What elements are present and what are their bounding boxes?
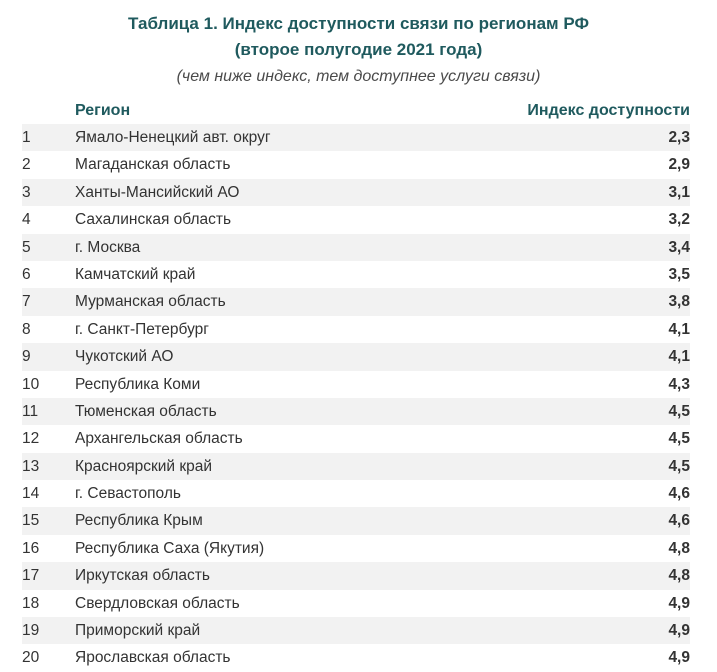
row-index-value: 3,2 <box>668 211 690 229</box>
row-region: Сахалинская область <box>75 211 232 229</box>
row-region: г. Москва <box>75 238 141 256</box>
table-row <box>22 425 690 452</box>
row-index-value: 3,1 <box>668 183 690 201</box>
row-number: 7 <box>22 293 31 311</box>
table-row <box>22 206 690 233</box>
row-region: Республика Саха (Якутия) <box>75 539 265 557</box>
table-row <box>22 288 690 315</box>
row-index-value: 3,4 <box>668 238 690 256</box>
table-body <box>22 124 690 672</box>
row-index-value: 4,6 <box>668 485 690 503</box>
row-region: Мурманская область <box>75 293 226 311</box>
table-row <box>22 179 690 206</box>
table-row <box>22 562 690 589</box>
row-index-value: 4,9 <box>668 622 690 640</box>
table-row <box>22 480 690 507</box>
row-index-value: 4,5 <box>668 402 690 420</box>
row-number: 12 <box>22 430 40 448</box>
row-index-value: 3,5 <box>668 265 690 283</box>
row-number: 14 <box>22 485 40 503</box>
row-region: Ямало-Ненецкий авт. округ <box>75 129 271 146</box>
table-header <box>0 101 717 121</box>
row-region: Магаданская область <box>75 156 231 174</box>
row-region: Красноярский край <box>75 457 213 475</box>
row-index-value: 4,8 <box>668 567 690 585</box>
table-row <box>22 261 690 288</box>
row-index-value: 4,3 <box>668 375 690 393</box>
table-row <box>22 535 690 562</box>
row-region: Камчатский край <box>75 265 196 283</box>
table-row <box>22 316 690 343</box>
row-index-value: 4,5 <box>668 457 690 475</box>
row-number: 9 <box>22 348 31 366</box>
header-index: Индекс доступности <box>527 102 690 119</box>
table-note: (чем ниже индекс, тем доступнее услуги связи) <box>176 68 541 85</box>
row-number: 16 <box>22 539 40 557</box>
table-row <box>22 617 690 644</box>
row-region: Республика Крым <box>75 512 203 530</box>
row-region: Приморский край <box>75 622 201 640</box>
row-index-value: 4,1 <box>668 348 690 366</box>
row-number: 3 <box>22 183 31 201</box>
header-region: Регион <box>75 102 131 119</box>
row-index-value: 2,9 <box>668 156 690 174</box>
table-row <box>22 398 690 425</box>
row-index-value: 4,5 <box>668 430 690 448</box>
row-region: Ярославская область <box>75 649 231 667</box>
table-row <box>22 453 690 480</box>
row-index-value: 4,8 <box>668 539 690 557</box>
table-row <box>22 151 690 178</box>
table-row <box>22 590 690 617</box>
row-number: 18 <box>22 594 40 612</box>
row-index-value: 4,9 <box>668 594 690 612</box>
row-index-value: 3,8 <box>668 293 690 311</box>
table-row <box>22 343 690 370</box>
row-region: Чукотский АО <box>75 348 174 366</box>
row-region: г. Севастополь <box>75 485 181 503</box>
row-region: Иркутская область <box>75 567 210 585</box>
row-number: 13 <box>22 457 40 475</box>
row-number: 10 <box>22 375 40 393</box>
row-number: 2 <box>22 156 31 174</box>
row-region: Республика Коми <box>75 375 201 393</box>
row-number: 6 <box>22 265 31 283</box>
row-region: Архангельская область <box>75 430 243 448</box>
row-number: 19 <box>22 622 40 640</box>
row-number: 11 <box>22 402 39 420</box>
row-region: Свердловская область <box>75 594 240 612</box>
table-period: (второе полугодие 2021 года) <box>234 40 483 59</box>
row-number: 17 <box>22 567 40 585</box>
row-index-value: 2,3 <box>668 129 690 146</box>
table-row <box>22 234 690 261</box>
row-index-value: 4,1 <box>668 320 690 338</box>
row-region: Тюменская область <box>75 402 217 420</box>
row-region: Ханты-Мансийский АО <box>75 183 240 201</box>
row-number: 5 <box>22 238 31 256</box>
row-number: 8 <box>22 320 31 338</box>
table-row <box>22 507 690 534</box>
table-row <box>22 124 690 151</box>
table-row <box>22 371 690 398</box>
row-region: г. Санкт-Петербург <box>75 320 209 338</box>
row-index-value: 4,6 <box>668 512 690 530</box>
row-number: 20 <box>22 649 40 667</box>
row-index-value: 4,9 <box>668 649 690 667</box>
table-row <box>22 644 690 671</box>
table-title: Таблица 1. Индекс доступности связи по регионам РФ <box>128 14 589 33</box>
row-number: 1 <box>22 129 31 146</box>
row-number: 4 <box>22 211 31 229</box>
row-number: 15 <box>22 512 40 530</box>
